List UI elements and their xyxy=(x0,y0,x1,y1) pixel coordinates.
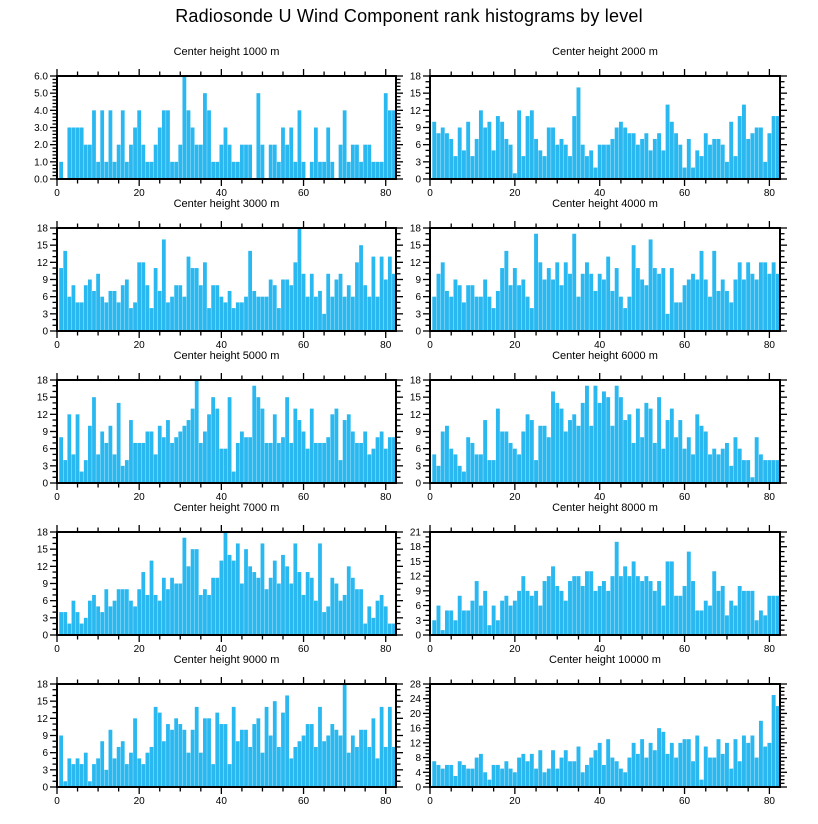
svg-text:40: 40 xyxy=(594,188,606,197)
svg-text:0: 0 xyxy=(42,478,48,490)
svg-text:40: 40 xyxy=(215,796,227,805)
subplot-title: Center height 3000 m xyxy=(173,198,280,210)
svg-text:3: 3 xyxy=(415,157,421,169)
svg-text:4: 4 xyxy=(415,767,421,779)
svg-text:15: 15 xyxy=(409,556,421,568)
svg-text:6: 6 xyxy=(42,748,48,760)
svg-text:15: 15 xyxy=(36,392,48,404)
svg-text:21: 21 xyxy=(409,527,421,539)
svg-text:3: 3 xyxy=(42,613,48,625)
rank-histogram-chart-6000m xyxy=(409,349,818,501)
svg-text:40: 40 xyxy=(215,492,227,501)
svg-text:80: 80 xyxy=(380,796,392,805)
svg-text:60: 60 xyxy=(678,644,691,653)
svg-text:6.0: 6.0 xyxy=(34,71,48,83)
rank-histogram-chart-5000m xyxy=(0,349,409,501)
rank-histogram-chart-4000m xyxy=(409,197,818,349)
svg-text:20: 20 xyxy=(133,340,145,349)
svg-text:0: 0 xyxy=(54,340,60,349)
rank-histogram-chart-1000m xyxy=(0,45,409,197)
svg-text:60: 60 xyxy=(297,492,310,501)
svg-text:6: 6 xyxy=(415,140,421,152)
svg-text:0: 0 xyxy=(415,326,421,338)
svg-text:18: 18 xyxy=(409,223,421,235)
subplot-title: Center height 2000 m xyxy=(552,46,658,58)
svg-text:60: 60 xyxy=(678,188,691,197)
svg-text:20: 20 xyxy=(509,340,521,349)
svg-text:9: 9 xyxy=(42,427,48,438)
svg-text:20: 20 xyxy=(133,644,145,653)
svg-text:20: 20 xyxy=(509,644,521,653)
svg-text:60: 60 xyxy=(297,188,310,197)
svg-text:0: 0 xyxy=(54,188,60,197)
svg-text:80: 80 xyxy=(380,492,392,501)
rank-histogram-chart-8000m xyxy=(409,501,818,653)
svg-text:60: 60 xyxy=(297,644,310,653)
svg-text:80: 80 xyxy=(763,340,775,349)
subplot-title: Center height 5000 m xyxy=(173,350,280,362)
svg-text:3: 3 xyxy=(42,461,48,473)
svg-text:6: 6 xyxy=(42,444,48,456)
subplot-2000m xyxy=(409,45,818,197)
svg-text:0: 0 xyxy=(42,630,48,642)
svg-text:12: 12 xyxy=(409,257,421,269)
subplot-title: Center height 6000 m xyxy=(552,350,658,362)
svg-text:4.0: 4.0 xyxy=(34,105,48,117)
svg-text:40: 40 xyxy=(215,340,227,349)
svg-text:40: 40 xyxy=(215,644,227,653)
svg-text:12: 12 xyxy=(409,105,421,117)
svg-text:12: 12 xyxy=(36,713,48,725)
svg-text:40: 40 xyxy=(594,796,606,805)
svg-text:18: 18 xyxy=(36,223,48,235)
svg-text:0: 0 xyxy=(427,188,433,197)
rank-histogram-chart-2000m xyxy=(409,45,818,197)
svg-text:9: 9 xyxy=(415,275,421,286)
svg-text:0: 0 xyxy=(415,174,421,186)
svg-text:0: 0 xyxy=(415,630,421,642)
svg-text:6: 6 xyxy=(415,601,421,613)
svg-text:9: 9 xyxy=(415,123,421,134)
page-title: Radiosonde U Wind Component rank histograms by level xyxy=(175,6,643,26)
svg-text:60: 60 xyxy=(297,340,310,349)
svg-text:40: 40 xyxy=(594,644,606,653)
svg-text:0: 0 xyxy=(42,782,48,794)
subplot-5000m xyxy=(0,349,409,501)
svg-text:28: 28 xyxy=(409,679,421,691)
subplot-title: Center height 4000 m xyxy=(552,198,658,210)
svg-text:18: 18 xyxy=(409,71,421,83)
svg-text:12: 12 xyxy=(409,571,421,583)
svg-text:80: 80 xyxy=(763,188,775,197)
svg-text:6: 6 xyxy=(42,292,48,304)
svg-text:60: 60 xyxy=(297,796,310,805)
svg-text:15: 15 xyxy=(409,392,421,404)
svg-text:24: 24 xyxy=(409,694,421,706)
svg-text:6: 6 xyxy=(415,292,421,304)
subplot-10000m xyxy=(409,653,818,805)
svg-text:20: 20 xyxy=(409,708,421,720)
rank-histogram-chart-7000m xyxy=(0,501,409,653)
svg-text:20: 20 xyxy=(509,796,521,805)
svg-text:0: 0 xyxy=(54,644,60,653)
svg-text:12: 12 xyxy=(409,738,421,750)
svg-text:16: 16 xyxy=(409,723,421,735)
subplot-3000m xyxy=(0,197,409,349)
svg-text:3: 3 xyxy=(415,615,421,627)
svg-text:18: 18 xyxy=(36,375,48,387)
svg-text:80: 80 xyxy=(763,492,775,501)
svg-text:0: 0 xyxy=(427,644,433,653)
svg-text:80: 80 xyxy=(380,644,392,653)
svg-text:15: 15 xyxy=(409,88,421,100)
svg-text:3: 3 xyxy=(415,461,421,473)
svg-text:60: 60 xyxy=(678,492,691,501)
subplot-6000m xyxy=(409,349,818,501)
svg-text:3.0: 3.0 xyxy=(34,123,48,134)
svg-text:15: 15 xyxy=(36,544,48,556)
svg-text:3: 3 xyxy=(42,765,48,777)
subplot-title: Center height 10000 m xyxy=(549,654,661,666)
svg-text:0: 0 xyxy=(427,796,433,805)
svg-text:80: 80 xyxy=(763,644,775,653)
rank-histogram-chart-9000m xyxy=(0,653,409,805)
svg-text:15: 15 xyxy=(36,240,48,252)
svg-text:0.0: 0.0 xyxy=(34,174,48,186)
svg-text:20: 20 xyxy=(133,188,145,197)
subplot-title: Center height 1000 m xyxy=(173,46,280,58)
svg-text:6: 6 xyxy=(415,444,421,456)
svg-text:2.0: 2.0 xyxy=(34,140,48,152)
svg-text:80: 80 xyxy=(763,796,775,805)
svg-text:0: 0 xyxy=(427,492,433,501)
svg-text:12: 12 xyxy=(36,561,48,573)
svg-text:9: 9 xyxy=(42,731,48,742)
svg-text:5.0: 5.0 xyxy=(34,88,48,100)
svg-text:0: 0 xyxy=(54,492,60,501)
subplot-8000m xyxy=(409,501,818,653)
svg-text:9: 9 xyxy=(415,427,421,438)
svg-text:18: 18 xyxy=(409,375,421,387)
svg-text:12: 12 xyxy=(36,409,48,421)
svg-text:9: 9 xyxy=(42,275,48,286)
svg-text:20: 20 xyxy=(133,492,145,501)
svg-text:9: 9 xyxy=(415,586,421,598)
svg-text:0: 0 xyxy=(415,478,421,490)
svg-text:12: 12 xyxy=(36,257,48,269)
subplot-9000m xyxy=(0,653,409,805)
svg-text:40: 40 xyxy=(594,340,606,349)
svg-text:40: 40 xyxy=(215,188,227,197)
svg-text:6: 6 xyxy=(42,596,48,608)
subplot-4000m xyxy=(409,197,818,349)
svg-text:20: 20 xyxy=(133,796,145,805)
subplot-title: Center height 8000 m xyxy=(552,502,658,514)
svg-text:15: 15 xyxy=(409,240,421,252)
svg-text:0: 0 xyxy=(42,326,48,338)
subplot-7000m xyxy=(0,501,409,653)
rank-histogram-chart-10000m xyxy=(409,653,818,805)
svg-text:20: 20 xyxy=(509,492,521,501)
svg-text:3: 3 xyxy=(42,309,48,321)
svg-text:80: 80 xyxy=(380,188,392,197)
svg-text:3: 3 xyxy=(415,309,421,321)
svg-text:18: 18 xyxy=(36,679,48,691)
svg-text:8: 8 xyxy=(415,753,421,765)
svg-text:0: 0 xyxy=(415,782,421,794)
svg-text:40: 40 xyxy=(594,492,606,501)
subplot-1000m xyxy=(0,45,409,197)
svg-text:12: 12 xyxy=(409,409,421,421)
svg-text:80: 80 xyxy=(380,340,392,349)
svg-text:60: 60 xyxy=(678,340,691,349)
svg-text:18: 18 xyxy=(409,542,421,554)
subplot-title: Center height 7000 m xyxy=(173,502,280,514)
svg-text:15: 15 xyxy=(36,696,48,708)
svg-text:0: 0 xyxy=(54,796,60,805)
svg-text:9: 9 xyxy=(42,579,48,590)
rank-histogram-chart-3000m xyxy=(0,197,409,349)
subplot-title: Center height 9000 m xyxy=(173,654,280,666)
svg-text:0: 0 xyxy=(427,340,433,349)
svg-text:20: 20 xyxy=(509,188,521,197)
svg-text:60: 60 xyxy=(678,796,691,805)
svg-text:18: 18 xyxy=(36,527,48,539)
svg-text:1.0: 1.0 xyxy=(34,157,48,169)
